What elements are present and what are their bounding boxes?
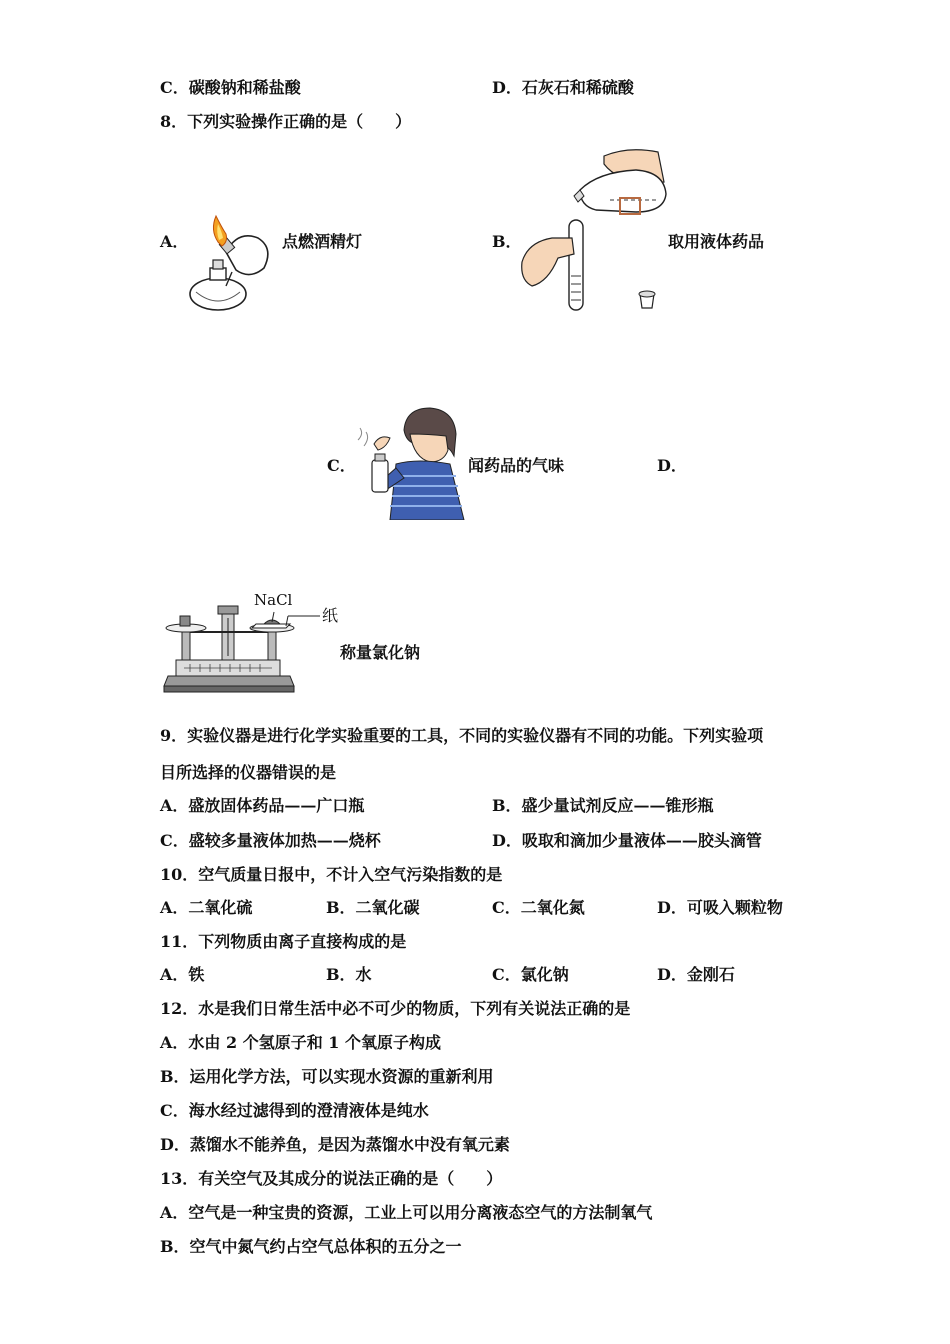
liquid-pouring-figure bbox=[518, 142, 668, 322]
q11-option-b: B．水 bbox=[326, 965, 372, 984]
q9-stem-line2: 目所选择的仪器错误的是 bbox=[160, 763, 337, 782]
q12-option-a: A．水由 2 个氢原子和 1 个氧原子构成 bbox=[160, 1033, 441, 1052]
q8-c-caption: 闻药品的气味 bbox=[468, 456, 565, 475]
q10-option-d: D．可吸入颗粒物 bbox=[657, 898, 783, 917]
q8-c-letter: C． bbox=[327, 456, 356, 475]
nacl-label: NaCl bbox=[254, 591, 293, 609]
q8-a-letter: A． bbox=[160, 232, 189, 251]
q9-stem-line1: 9．实验仪器是进行化学实验重要的工具，不同的实验仪器有不同的功能。下列实验项 bbox=[160, 726, 764, 745]
q8-b-caption: 取用液体药品 bbox=[668, 232, 765, 251]
q9-option-c: C．盛较多量液体加热——烧杯 bbox=[160, 831, 381, 850]
q11-option-c: C．氯化钠 bbox=[492, 965, 569, 984]
smelling-chemical-figure bbox=[356, 404, 468, 520]
q12-option-d: D．蒸馏水不能养鱼，是因为蒸馏水中没有氧元素 bbox=[160, 1135, 510, 1154]
q12-option-c: C．海水经过滤得到的澄清液体是纯水 bbox=[160, 1101, 429, 1120]
q12-stem: 12．水是我们日常生活中必不可少的物质，下列有关说法正确的是 bbox=[160, 999, 631, 1018]
q10-option-c: C．二氧化氮 bbox=[492, 898, 585, 917]
q11-option-d: D．金刚石 bbox=[657, 965, 735, 984]
q8-d-caption: 称量氯化钠 bbox=[340, 643, 421, 662]
q12-option-b: B．运用化学方法，可以实现水资源的重新利用 bbox=[160, 1067, 494, 1086]
q10-option-b: B．二氧化碳 bbox=[326, 898, 420, 917]
q11-stem: 11．下列物质由离子直接构成的是 bbox=[160, 932, 407, 951]
q10-stem: 10．空气质量日报中，不计入空气污染指数的是 bbox=[160, 865, 503, 884]
q11-option-a: A．铁 bbox=[160, 965, 205, 984]
q9-option-b: B．盛少量试剂反应——锥形瓶 bbox=[492, 796, 714, 815]
q10-option-a: A．二氧化硫 bbox=[160, 898, 253, 917]
q9-option-a: A．盛放固体药品——广口瓶 bbox=[160, 796, 365, 815]
balance-weighing-figure bbox=[160, 588, 342, 696]
alcohol-lamp-lighting-figure bbox=[186, 212, 278, 318]
q8-b-letter: B． bbox=[492, 232, 522, 251]
q7-option-c: C．碳酸钠和稀盐酸 bbox=[160, 78, 301, 97]
q13-stem: 13．有关空气及其成分的说法正确的是（ ） bbox=[160, 1169, 503, 1188]
q7-option-d: D．石灰石和稀硫酸 bbox=[492, 78, 634, 97]
q8-stem: 8．下列实验操作正确的是（ ） bbox=[160, 112, 412, 131]
q9-option-d: D．吸取和滴加少量液体——胶头滴管 bbox=[492, 831, 762, 850]
paper-label: 纸 bbox=[322, 606, 339, 625]
q13-option-a: A．空气是一种宝贵的资源，工业上可以用分离液态空气的方法制氧气 bbox=[160, 1203, 653, 1222]
q13-option-b: B．空气中氮气约占空气总体积的五分之一 bbox=[160, 1237, 462, 1256]
q8-d-letter: D． bbox=[657, 456, 687, 475]
q8-a-caption: 点燃酒精灯 bbox=[282, 232, 363, 251]
